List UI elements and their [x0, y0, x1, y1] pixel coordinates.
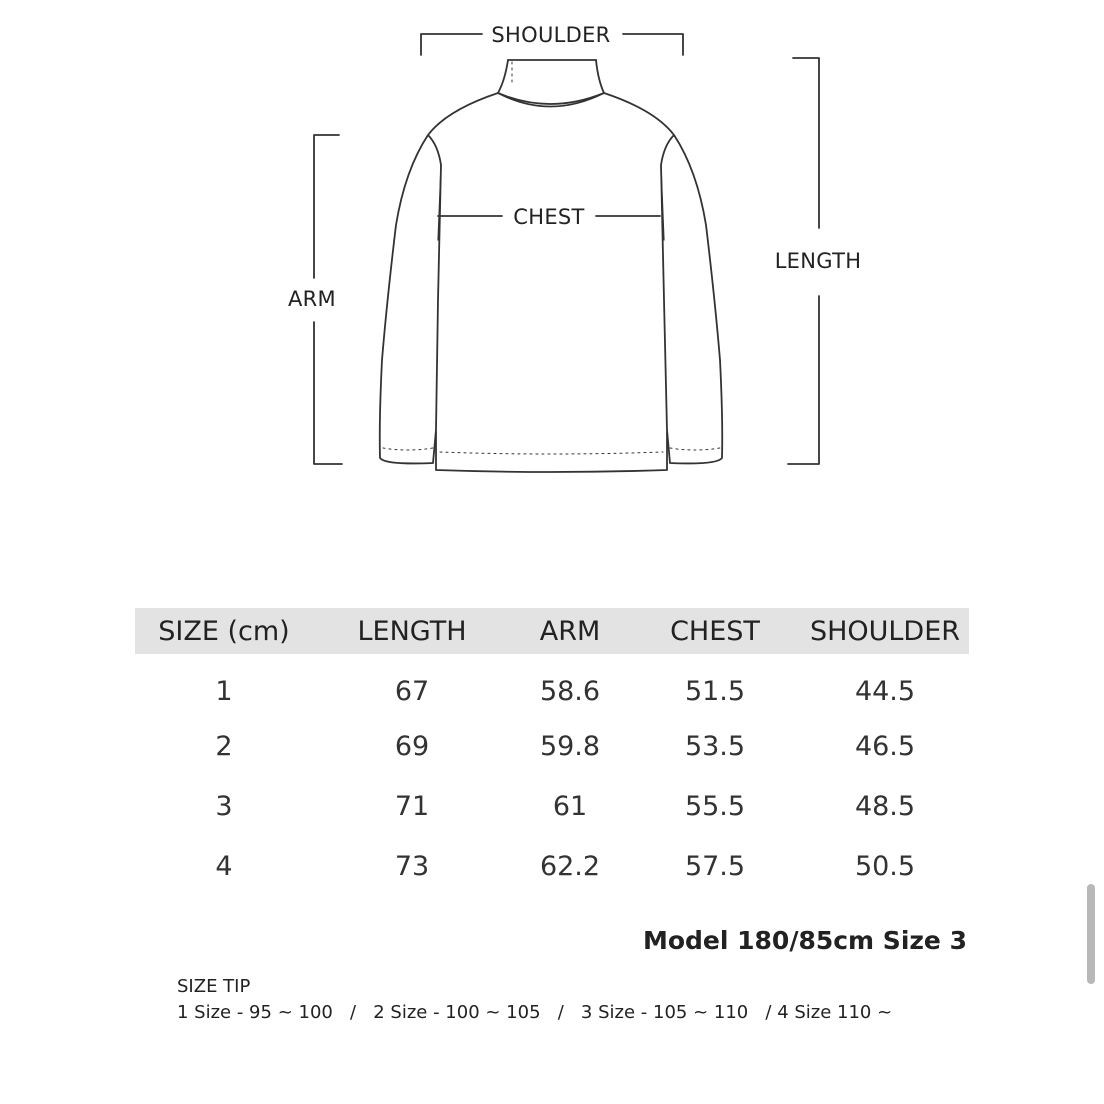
cell-chest: 55.5	[684, 790, 746, 822]
cell-arm: 58.6	[539, 675, 601, 707]
cell-chest: 57.5	[684, 850, 746, 882]
cell-size: 1	[215, 675, 233, 707]
cell-length: 67	[394, 675, 430, 707]
cell-shoulder: 50.5	[854, 850, 916, 882]
size-chart-table	[135, 608, 969, 896]
cell-size: 2	[215, 730, 233, 762]
cell-shoulder: 48.5	[854, 790, 916, 822]
sweater-measurement-diagram	[0, 0, 1104, 520]
cell-arm: 59.8	[539, 730, 601, 762]
chest-label: CHEST	[513, 205, 585, 229]
header-arm: ARM	[511, 608, 629, 654]
table-row	[135, 654, 969, 716]
arm-label: ARM	[288, 287, 336, 311]
cell-arm: 61	[552, 790, 588, 822]
cell-length: 69	[394, 730, 430, 762]
cell-shoulder: 46.5	[854, 730, 916, 762]
header-size: SIZE (cm)	[135, 608, 313, 654]
cell-arm: 62.2	[539, 850, 601, 882]
cell-size: 4	[215, 850, 233, 882]
table-header-row	[135, 608, 969, 654]
size-tip-text: 1 Size - 95 ~ 100 / 2 Size - 100 ~ 105 / 3 Size - 105 ~ 110 / 4 Size 110 ~	[177, 1002, 893, 1023]
table-row	[135, 776, 969, 836]
vertical-scrollbar[interactable]	[1087, 884, 1095, 984]
table-row	[135, 836, 969, 896]
header-chest: CHEST	[629, 608, 801, 654]
table-row	[135, 716, 969, 776]
cell-chest: 51.5	[684, 675, 746, 707]
header-shoulder: SHOULDER	[801, 608, 969, 654]
cell-shoulder: 44.5	[854, 675, 916, 707]
shoulder-label: SHOULDER	[491, 23, 611, 47]
header-length: LENGTH	[313, 608, 511, 654]
length-label: LENGTH	[774, 249, 862, 273]
turtleneck-sweater-outline	[380, 60, 723, 472]
cell-length: 71	[394, 790, 430, 822]
size-tip-title: SIZE TIP	[177, 976, 251, 997]
cell-chest: 53.5	[684, 730, 746, 762]
model-info-note: Model 180/85cm Size 3	[642, 926, 967, 955]
cell-length: 73	[394, 850, 430, 882]
cell-size: 3	[215, 790, 233, 822]
